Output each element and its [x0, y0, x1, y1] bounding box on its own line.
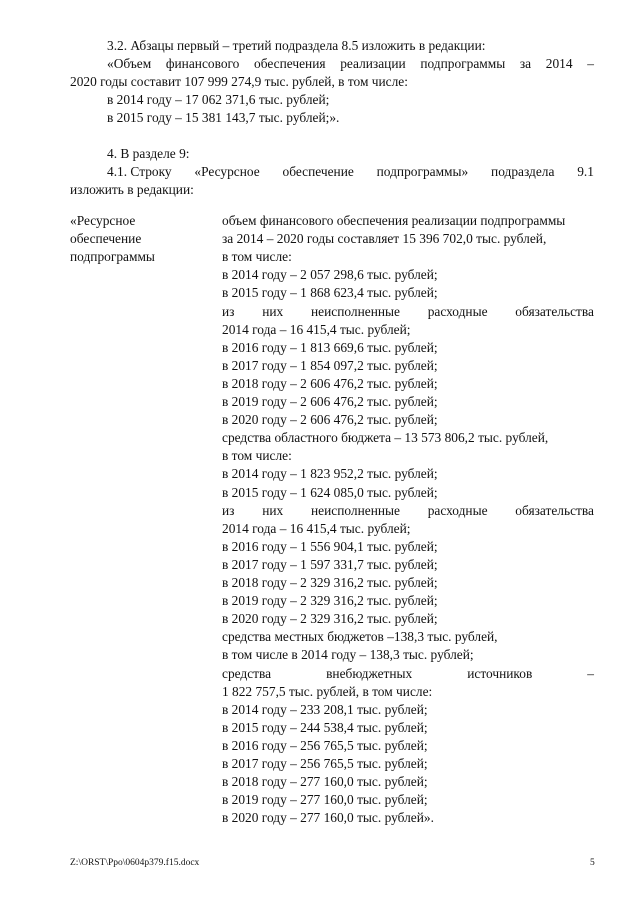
resource-details-line-justified	[222, 503, 594, 519]
word: реализации	[340, 56, 406, 71]
resource-details-line: за 2014 – 2020 годы составляет 15 396 702,0 тыс. рублей,	[222, 231, 547, 246]
resource-label-line2: обеспечение	[70, 231, 142, 246]
word: неисполненные	[311, 503, 400, 518]
resource-details-line: в 2019 году – 2 329 316,2 тыс. рублей;	[222, 593, 438, 608]
word: них	[262, 304, 284, 319]
resource-details-line: в 2016 году – 256 765,5 тыс. рублей;	[222, 738, 428, 753]
word: подраздела	[491, 164, 555, 179]
resource-details-line: в 2018 году – 277 160,0 тыс. рублей;	[222, 774, 428, 789]
word: финансового	[165, 56, 240, 71]
word: из	[222, 503, 235, 518]
footer-file-path: Z:\ORST\Ppo\0604p379.f15.docx	[70, 858, 200, 868]
word: средства	[222, 666, 272, 681]
word: 4.1. Строку	[107, 164, 172, 179]
paragraph-4-1-line1	[107, 164, 594, 180]
word: за	[519, 56, 532, 71]
resource-details-line: в 2014 году – 1 823 952,2 тыс. рублей;	[222, 466, 438, 481]
paragraph-3-2: 3.2. Абзацы первый – третий подраздела 8.5 изложить в редакции:	[107, 38, 486, 53]
resource-details-line: в 2016 году – 1 556 904,1 тыс. рублей;	[222, 539, 438, 554]
resource-details-line: в том числе в 2014 году – 138,3 тыс. рублей;	[222, 647, 474, 662]
word: внебюджетных	[326, 666, 413, 681]
resource-details-line: средства местных бюджетов –138,3 тыс. рублей,	[222, 629, 498, 644]
resource-details-line: в 2017 году – 256 765,5 тыс. рублей;	[222, 756, 428, 771]
word: –	[587, 666, 594, 681]
resource-details-line: в 2018 году – 2 329 316,2 тыс. рублей;	[222, 575, 438, 590]
word: расходные	[427, 503, 488, 518]
resource-details-line-justified	[222, 304, 594, 320]
resource-details-line: в 2015 году – 1 868 623,4 тыс. рублей;	[222, 285, 438, 300]
word: подпрограммы»	[376, 164, 469, 179]
word: 9.1	[577, 164, 594, 179]
resource-details-line: в 2016 году – 1 813 669,6 тыс. рублей;	[222, 340, 438, 355]
resource-details-line: в 2019 году – 2 606 476,2 тыс. рублей;	[222, 394, 438, 409]
word: расходные	[427, 304, 488, 319]
paragraph-2014: в 2014 году – 17 062 371,6 тыс. рублей;	[107, 92, 330, 107]
resource-label-line1: «Ресурсное	[70, 213, 136, 228]
paragraph-4-1-line2: изложить в редакции:	[70, 182, 194, 197]
word: них	[262, 503, 284, 518]
resource-details-line: 1 822 757,5 тыс. рублей, в том числе:	[222, 684, 433, 699]
resource-details-line: 2014 года – 16 415,4 тыс. рублей;	[222, 521, 411, 536]
resource-details-line: в 2017 году – 1 597 331,7 тыс. рублей;	[222, 557, 438, 572]
word: подпрограммы	[420, 56, 506, 71]
resource-details-line: в 2020 году – 2 329 316,2 тыс. рублей;	[222, 611, 438, 626]
word: обязательства	[515, 503, 594, 518]
word: «Объем	[107, 56, 152, 71]
resource-details-line: в 2014 году – 233 208,1 тыс. рублей;	[222, 702, 428, 717]
paragraph-volume-line2: 2020 годы составит 107 999 274,9 тыс. рублей, в том числе:	[70, 74, 408, 89]
resource-details-line: в 2018 году – 2 606 476,2 тыс. рублей;	[222, 376, 438, 391]
resource-details-line: средства областного бюджета – 13 573 806,2 тыс. рублей,	[222, 430, 549, 445]
resource-details-line-justified	[222, 666, 594, 682]
paragraph-2015: в 2015 году – 15 381 143,7 тыс. рублей;».	[107, 110, 340, 125]
paragraph-volume-line1	[107, 56, 594, 72]
resource-label-line3: подпрограммы	[70, 249, 155, 264]
resource-details-line: в 2020 году – 277 160,0 тыс. рублей».	[222, 810, 434, 825]
resource-details-line: в 2014 году – 2 057 298,6 тыс. рублей;	[222, 267, 438, 282]
word: неисполненные	[311, 304, 400, 319]
paragraph-4: 4. В разделе 9:	[107, 146, 190, 161]
word: обеспечения	[254, 56, 326, 71]
footer-page-number: 5	[590, 858, 595, 868]
word: обязательства	[515, 304, 594, 319]
resource-details-line: в 2015 году – 244 538,4 тыс. рублей;	[222, 720, 428, 735]
word: 2014	[545, 56, 573, 71]
resource-details-line: 2014 года – 16 415,4 тыс. рублей;	[222, 322, 411, 337]
resource-details-line: в 2019 году – 277 160,0 тыс. рублей;	[222, 792, 428, 807]
word: из	[222, 304, 235, 319]
word: источников	[467, 666, 533, 681]
resource-details-line: объем финансового обеспечения реализации подпрограммы	[222, 213, 566, 228]
resource-details-line: в 2017 году – 1 854 097,2 тыс. рублей;	[222, 358, 438, 373]
resource-details-line: в 2015 году – 1 624 085,0 тыс. рублей;	[222, 485, 438, 500]
word: –	[587, 56, 594, 71]
word: обеспечение	[282, 164, 354, 179]
word: «Ресурсное	[194, 164, 260, 179]
resource-details-line: в том числе:	[222, 448, 292, 463]
resource-details-line: в 2020 году – 2 606 476,2 тыс. рублей;	[222, 412, 438, 427]
resource-details-line: в том числе:	[222, 249, 292, 264]
